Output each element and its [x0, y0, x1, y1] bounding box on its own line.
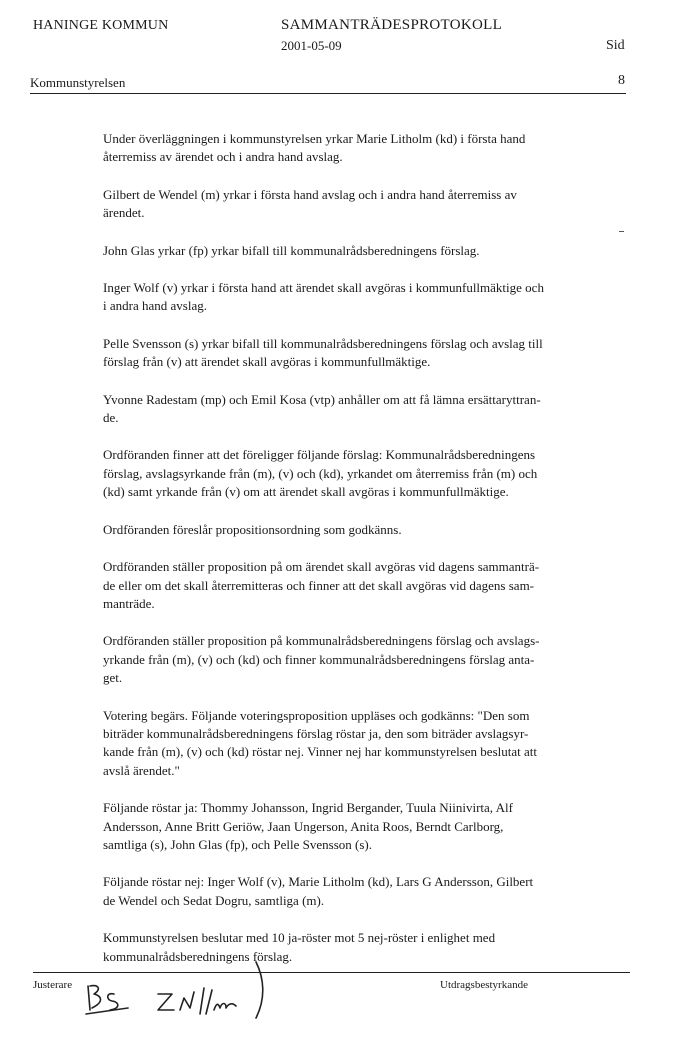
paragraph-line: John Glas yrkar (fp) yrkar bifall till kommunalrådsberedningens förslag. — [103, 242, 480, 258]
document-type: SAMMANTRÄDESPROTOKOLL — [281, 17, 503, 33]
paragraph-line: Ordföranden finner att det föreligger följande förslag: Kommunalrådsberedningens — [103, 447, 536, 463]
paragraph-line: Andersson, Anne Britt Geriöw, Jaan Ungerson, Anita Roos, Berndt Carlborg, — [103, 818, 504, 834]
paragraph-line: Votering begärs. Följande voteringsproposition uppläses och godkänns: "Den som — [103, 707, 530, 723]
paragraph — [103, 242, 633, 260]
paragraph-line: ärendet. — [103, 205, 145, 221]
paragraph-line: Inger Wolf (v) yrkar i första hand att ärendet skall avgöras i kommunfullmäktige och — [103, 280, 544, 296]
paragraph — [103, 130, 633, 167]
protocol-body — [103, 130, 633, 985]
meeting-date: 2001-05-09 — [281, 38, 342, 53]
paragraph-line: (kd) samt yrkande från (v) om att ärendet skall avgöras i kommunfullmäktige. — [103, 484, 509, 500]
paragraph-line: Ordföranden ställer proposition på om ärendet skall avgöras vid dagens sammanträ- — [103, 559, 540, 575]
paragraph-line: förslag från (v) att ärendet skall avgöras i kommunfullmäktige. — [103, 354, 431, 370]
paragraph — [103, 186, 633, 223]
paragraph — [103, 873, 633, 910]
paragraph — [103, 558, 633, 613]
header-divider — [30, 93, 626, 94]
paragraph — [103, 391, 633, 428]
paragraph-line: kommunalrådsberedningens förslag. — [103, 948, 293, 964]
paragraph — [103, 799, 633, 854]
section-title: Kommunstyrelsen — [30, 75, 126, 90]
paragraph-line: biträder kommunalrådsberedningens förslag röstar ja, den som biträder avslagsyr- — [103, 725, 529, 741]
paragraph — [103, 632, 633, 687]
paragraph — [103, 707, 633, 781]
handwritten-signatures — [80, 958, 280, 1024]
paragraph-line: Gilbert de Wendel (m) yrkar i första hand avslag och i andra hand återremiss av — [103, 186, 517, 202]
paragraph — [103, 279, 633, 316]
paragraph-line: samtliga (s), John Glas (fp), och Pelle Svensson (s). — [103, 836, 372, 852]
paragraph-line: Följande röstar ja: Thommy Johansson, Ingrid Bergander, Tuula Niinivirta, Alf — [103, 800, 513, 816]
paragraph-line: i andra hand avslag. — [103, 298, 207, 314]
paragraph-line: Yvonne Radestam (mp) och Emil Kosa (vtp) anhåller om att få lämna ersättaryttran- — [103, 391, 541, 407]
paragraph-line: Ordföranden föreslår propositionsordning som godkänns. — [103, 521, 402, 537]
paragraph-line: Kommunstyrelsen beslutar med 10 ja-röster mot 5 nej-röster i enlighet med — [103, 930, 496, 946]
paragraph-line: yrkande från (m), (v) och (kd) och finner kommunalrådsberedningens förslag anta- — [103, 651, 535, 667]
paragraph — [103, 446, 633, 501]
paragraph-line: Under överläggningen i kommunstyrelsen yrkar Marie Litholm (kd) i första hand — [103, 131, 526, 146]
paragraph-line: återremiss av ärendet och i andra hand avslag. — [103, 149, 343, 165]
organization-name: HANINGE KOMMUN — [33, 18, 169, 33]
paragraph-line: Ordföranden ställer proposition på kommunalrådsberedningens förslag och avslags- — [103, 633, 540, 649]
paragraph-line: förslag, avslagsyrkande från (m), (v) och (kd), yrkandet om återremiss från (m) och — [103, 465, 538, 481]
utdragsbestyrkande-label: Utdragsbestyrkande — [440, 979, 528, 991]
paragraph-line: Pelle Svensson (s) yrkar bifall till kommunalrådsberedningens förslag och avslag till — [103, 335, 543, 351]
page-number: 8 — [618, 73, 625, 88]
justerare-label: Justerare — [33, 979, 73, 991]
paragraph-line: manträde. — [103, 595, 155, 611]
paragraph-line: de eller om det skall återremitteras och finner att det skall avgöras vid dagens sam- — [103, 577, 535, 593]
paragraph — [103, 521, 633, 539]
paragraph-line: de Wendel och Sedat Dogru, samtliga (m). — [103, 892, 325, 908]
paragraph-line: kande från (m), (v) och (kd) röstar nej. Vinner nej har kommunstyrelsen beslutat att — [103, 744, 537, 760]
paragraph-line: avslå ärendet." — [103, 762, 180, 778]
paragraph — [103, 335, 633, 372]
paragraph-line: de. — [103, 410, 119, 426]
page-label: Sid — [606, 38, 625, 53]
paragraph-line: get. — [103, 670, 123, 686]
paragraph-line: Följande röstar nej: Inger Wolf (v), Marie Litholm (kd), Lars G Andersson, Gilbert — [103, 874, 534, 890]
